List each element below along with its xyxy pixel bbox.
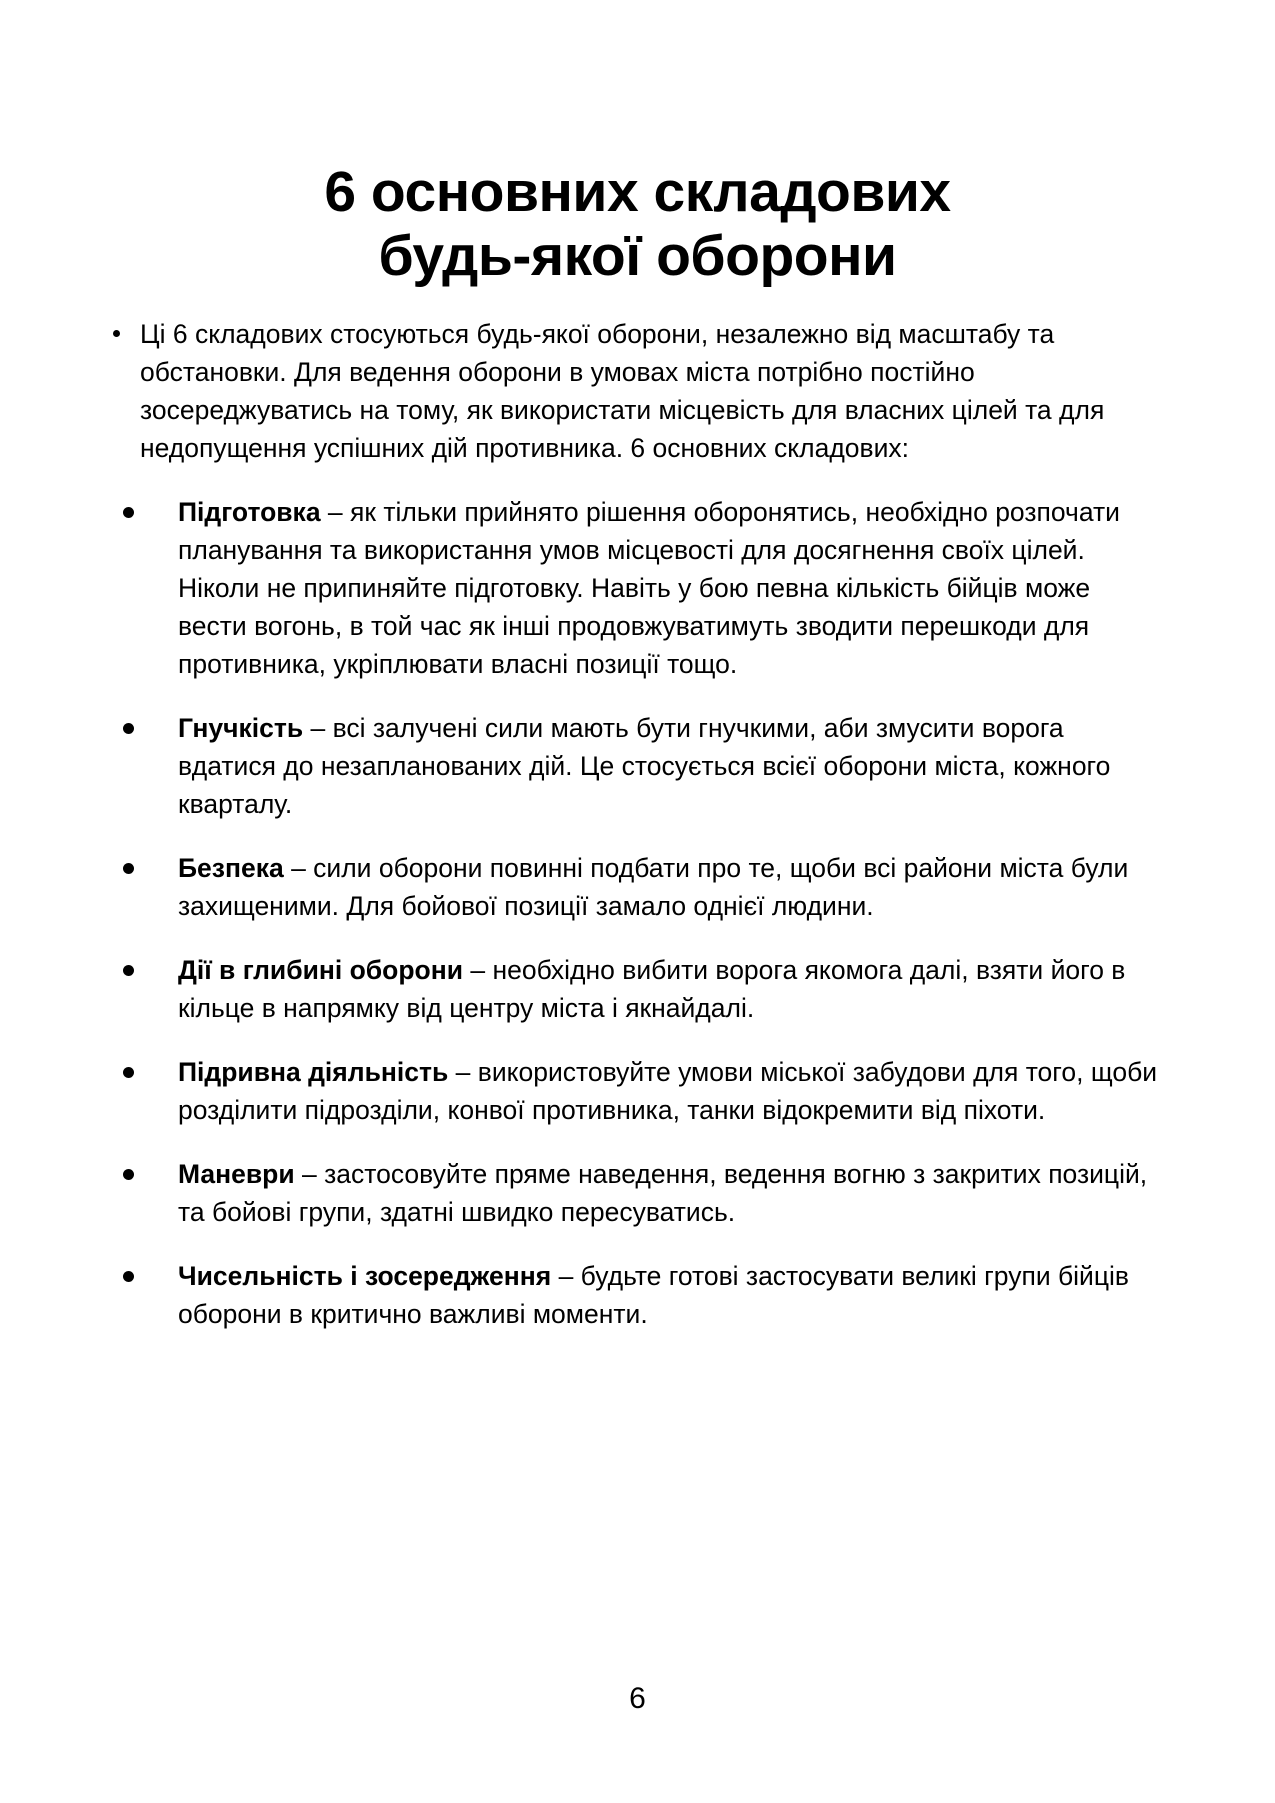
item-text: необхідно вибити ворога якомога далі, взяти його в кільце в напрямку від центру міста і якнайдалі. (178, 955, 1126, 1023)
list-item-preparation (0, 493, 1275, 683)
bullet-dot-icon (123, 723, 134, 734)
item-dash: – (551, 1261, 581, 1291)
document-body (0, 315, 1275, 1359)
item-term: Підготовка (178, 497, 321, 527)
page-number: 6 (629, 1682, 646, 1715)
list-item-manoeuvre (0, 1155, 1275, 1231)
page-title-line-1: 6 основних складових (324, 160, 951, 224)
item-text: всі залучені сили мають бути гнучкими, аби змусити ворога вдатися до незапланованих дій. Це стосується всієї оборони міста, кожного кварталу. (178, 713, 1111, 819)
list-item-mass-and-concentration (0, 1257, 1275, 1333)
page-title (120, 160, 1155, 288)
item-dash: – (303, 713, 333, 743)
item-term: Безпека (178, 853, 284, 883)
item-dash: – (294, 1159, 325, 1189)
bullet-dot-icon (123, 965, 134, 976)
bullet-dot-icon (123, 1271, 134, 1282)
item-text: сили оборони повинні подбати про те, щоби всі райони міста були захищеними. Для бойової позиції замало однієї людини. (178, 853, 1129, 921)
item-term: Підривна діяльність (178, 1057, 449, 1087)
item-dash: – (463, 955, 493, 985)
intro-text: Ці 6 складових стосуються будь-якої оборони, незалежно від масштабу та обстановки. Для ведення оборони в умовах міста потрібно постійно зосереджуватись на тому, як використати місцевість для власних цілей та для недопущення успішних дій противника. 6 основних складових: (140, 319, 1105, 463)
item-text: використовуйте умови міської забудови для того, щоби розділити підрозділи, конвої противника, танки відокремити від піхоти. (178, 1057, 1158, 1125)
list-item-subversion (0, 1053, 1275, 1129)
bullet-dot-icon (123, 1169, 134, 1180)
item-term: Дії в глибині оборони (178, 955, 464, 985)
list-item-intro (0, 315, 1275, 467)
item-dash: – (320, 497, 351, 527)
bullet-dot-icon (123, 507, 134, 518)
bullet-dot-icon (123, 1067, 134, 1078)
bullet-list (0, 315, 1275, 1333)
item-term: Маневри (178, 1159, 295, 1189)
bullet-dot-icon (113, 330, 120, 337)
page-title-line-2: будь-якої оборони (378, 224, 897, 288)
bullet-dot-icon (123, 863, 134, 874)
item-term: Чисельність і зосередження (178, 1261, 552, 1291)
item-term: Гнучкість (178, 713, 304, 743)
list-item-security (0, 849, 1275, 925)
item-text: як тільки прийнято рішення оборонятись, необхідно розпочати планування та використання умов місцевості для досягнення своїх цілей. Ніколи не припиняйте підготовку. Навіть у бою певна кількість бійців може вести вогонь, в той час як інші продовжуватимуть зводити перешкоди для противника, укріплювати власні позиції тощо. (178, 497, 1120, 679)
item-dash: – (283, 853, 314, 883)
item-dash: – (448, 1057, 478, 1087)
list-item-defence-in-depth (0, 951, 1275, 1027)
list-item-flexibility (0, 709, 1275, 823)
item-text: будьте готові застосувати великі групи бійців оборони в критично важливі моменти. (178, 1261, 1130, 1329)
item-text: застосовуйте пряме наведення, ведення вогню з закритих позицій, та бойові групи, здатні швидко пересуватись. (178, 1159, 1148, 1227)
